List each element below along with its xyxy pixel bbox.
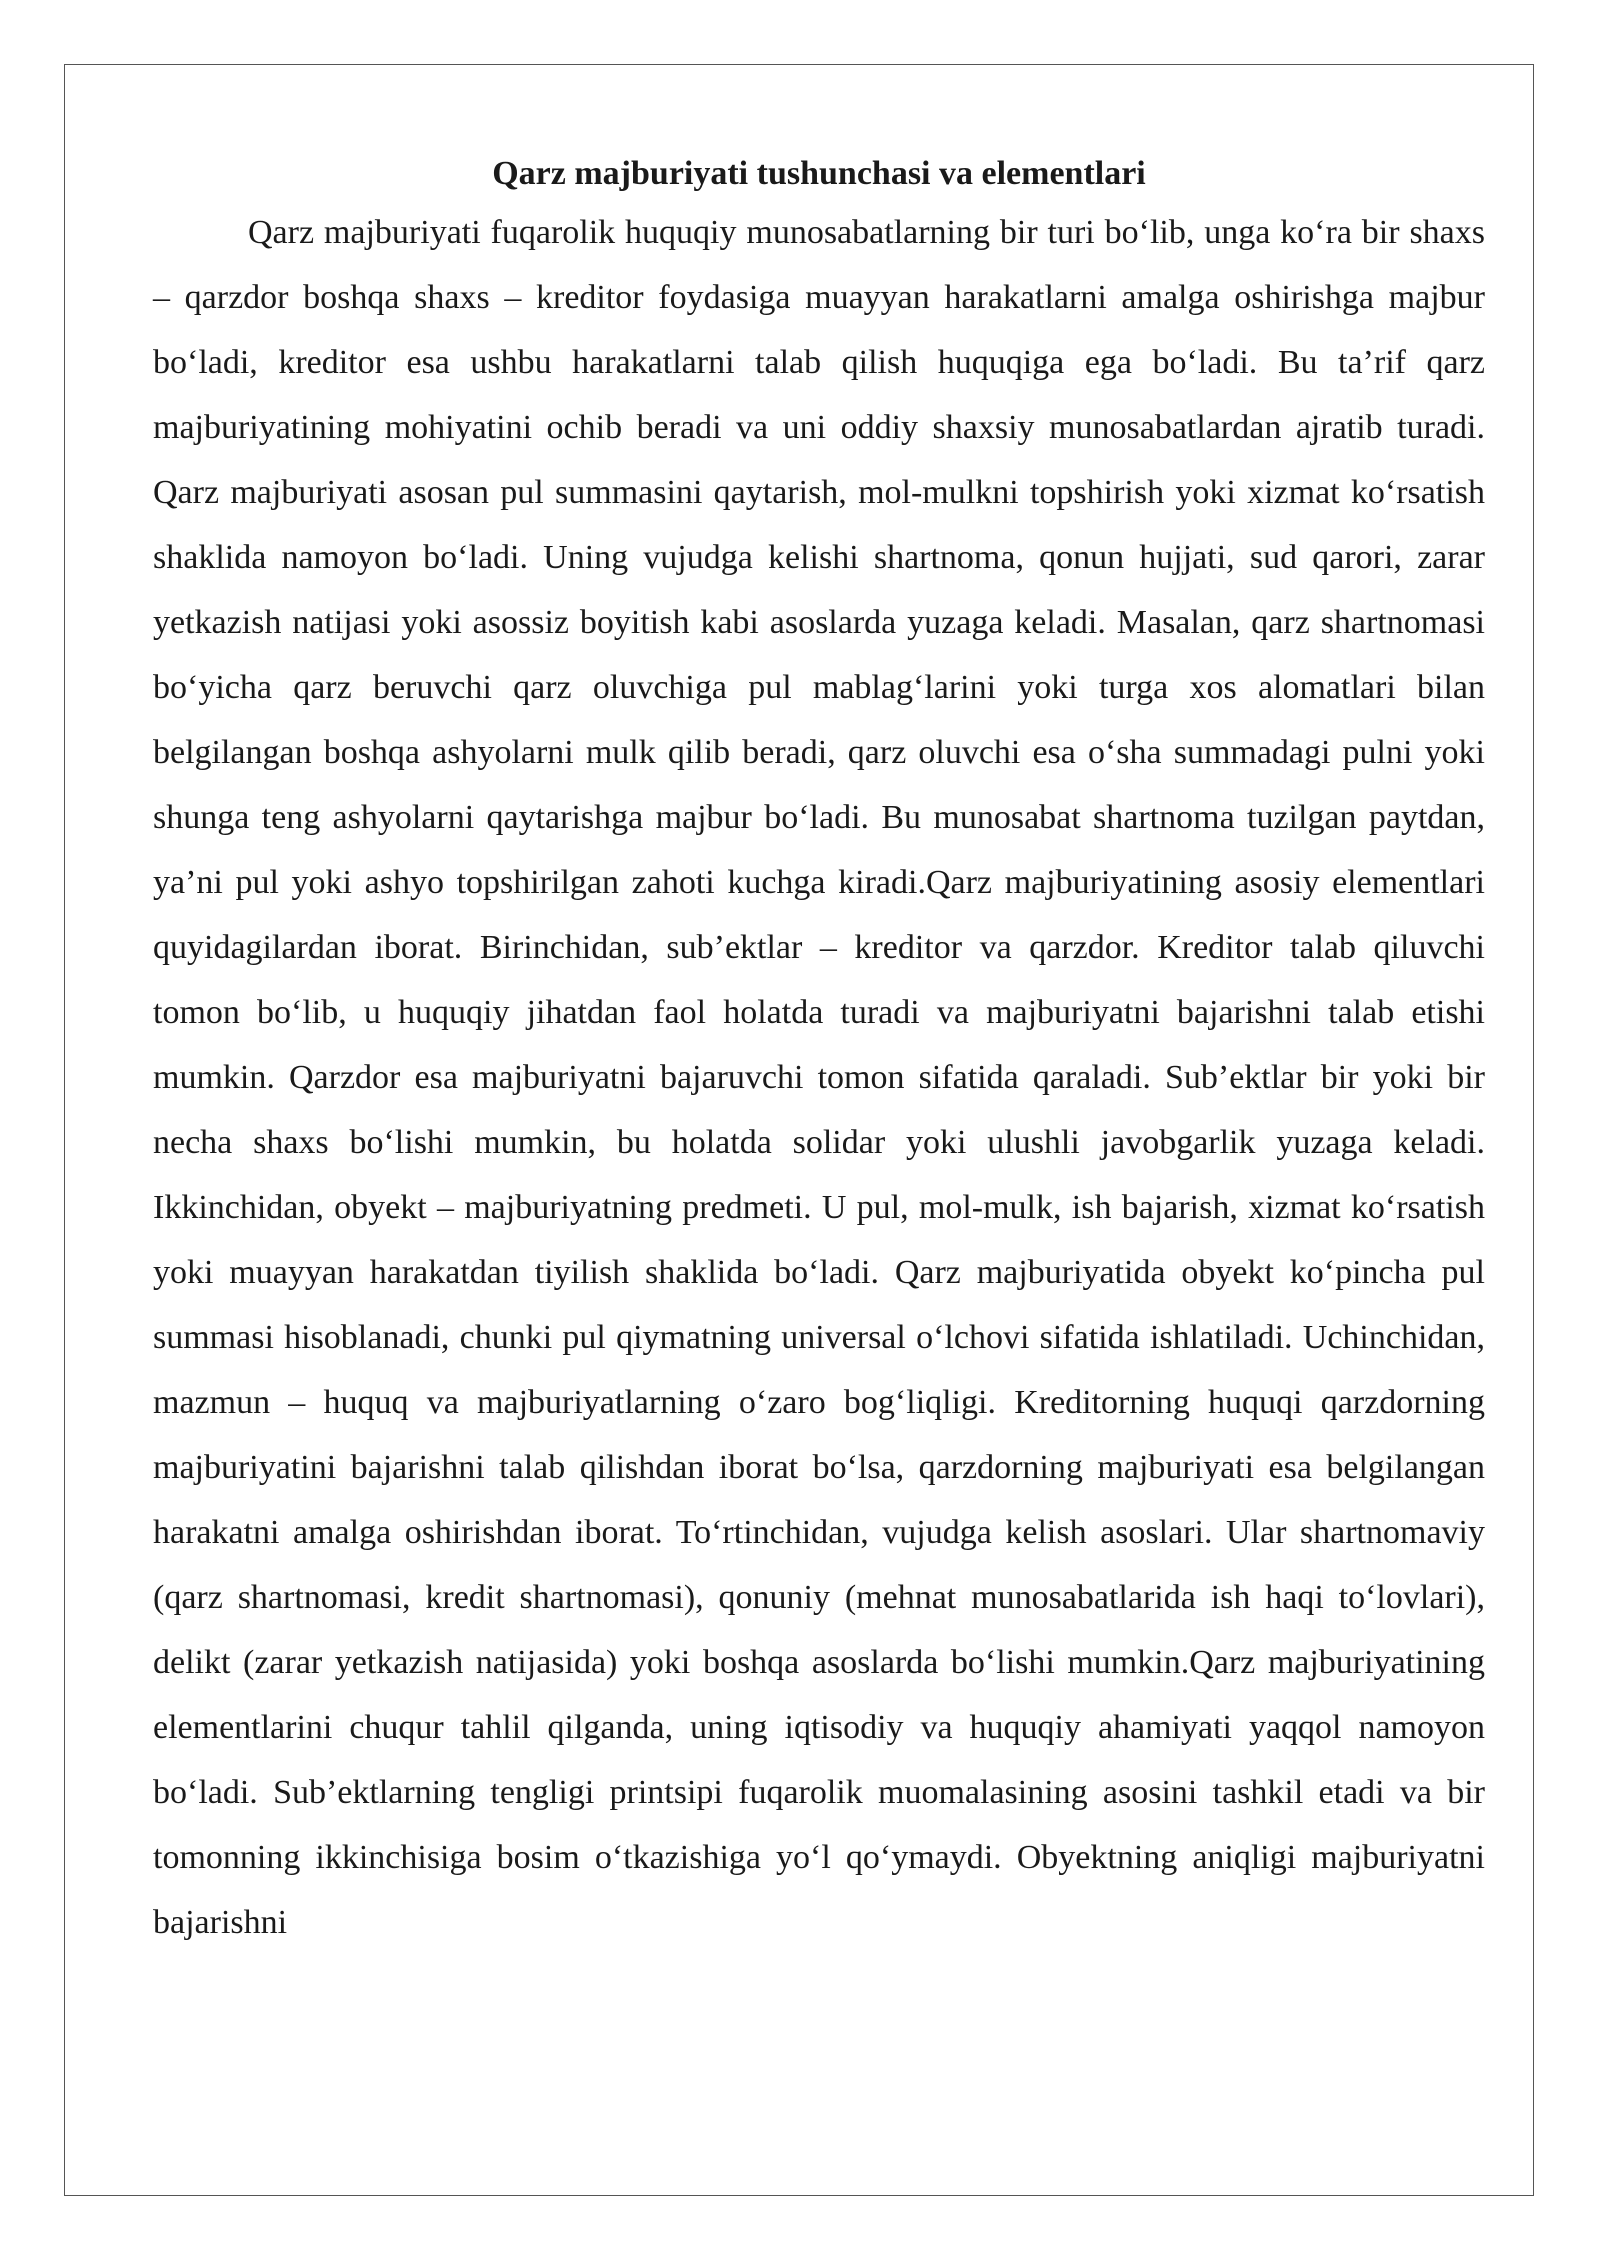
body-paragraph: Qarz majburiyati fuqarolik huquqiy munosabatlarning bir turi bo‘lib, unga ko‘ra bir shaxs – qarzdor boshqa shaxs – kreditor foydasiga muayyan harakatlarni amalga oshirishga majbur bo‘ladi, kreditor esa ushbu harakatlarni talab qilish huquqiga ega bo‘ladi. Bu ta’rif qarz majburiyatining mohiyatini ochib beradi va uni oddiy shaxsiy munosabatlardan ajratib turadi. Qarz majburiyati asosan pul summasini qaytarish, mol-mulkni topshirish yoki xizmat ko‘rsatish shaklida namoyon bo‘ladi. Uning vujudga kelishi shartnoma, qonun hujjati, sud qarori, zarar yetkazish natijasi yoki asossiz boyitish kabi asoslarda yuzaga keladi. Masalan, qarz shartnomasi bo‘yicha qarz beruvchi qarz oluvchiga pul mablag‘larini yoki turga xos alomatlari bilan belgilangan boshqa ashyolarni mulk qilib beradi, qarz oluvchi esa o‘sha summadagi pulni yoki shunga teng ashyolarni qaytarishga majbur bo‘ladi. Bu munosabat shartnoma tuzilgan paytdan, ya’ni pul yoki ashyo topshirilgan zahoti kuchga kiradi.Qarz majburiyatining asosiy elementlari quyidagilardan iborat. Birinchidan, sub’ektlar – kreditor va qarzdor. Kreditor talab qiluvchi tomon bo‘lib, u huquqiy jihatdan faol holatda turadi va majburiyatni bajarishni talab etishi mumkin. Qarzdor esa majburiyatni bajaruvchi tomon sifatida qaraladi. Sub’ektlar bir yoki bir necha shaxs bo‘lishi mumkin, bu holatda solidar yoki ulushli javobgarlik yuzaga keladi. Ikkinchidan, obyekt – majburiyatning predmeti. U pul, mol-mulk, ish bajarish, xizmat ko‘rsatish yoki muayyan harakatdan tiyilish shaklida bo‘ladi. Qarz majburiyatida obyekt ko‘pincha pul summasi hisoblanadi, chunki pul qiymatning universal o‘lchovi sifatida ishlatiladi. Uchinchidan, mazmun – huquq va majburiyatlarning o‘zaro bog‘liqligi. Kreditorning huquqi qarzdorning majburiyatini bajarishni talab qilishdan iborat bo‘lsa, qarzdorning majburiyati esa belgilangan harakatni amalga oshirishdan iborat. To‘rtinchidan, vujudga kelish asoslari. Ular shartnomaviy (qarz shartnomasi, kredit shartnomasi), qonuniy (mehnat munosabatlarida ish haqi to‘lovlari), delikt (zarar yetkazish natijasida) yoki boshqa asoslarda bo‘lishi mumkin.Qarz majburiyatining elementlarini chuqur tahlil qilganda, uning iqtisodiy va huquqiy ahamiyati yaqqol namoyon bo‘ladi. Sub’ektlarning tengligi printsipi fuqarolik muomalasining asosini tashkil etadi va bir tomonning ikkinchisiga bosim o‘tkazishiga yo‘l qo‘ymaydi. Obyektning aniqligi majburiyatni bajarishni [153, 214, 1485, 1941]
document-content [153, 148, 1485, 1955]
document-title: Qarz majburiyati tushunchasi va elementlari [492, 155, 1146, 192]
